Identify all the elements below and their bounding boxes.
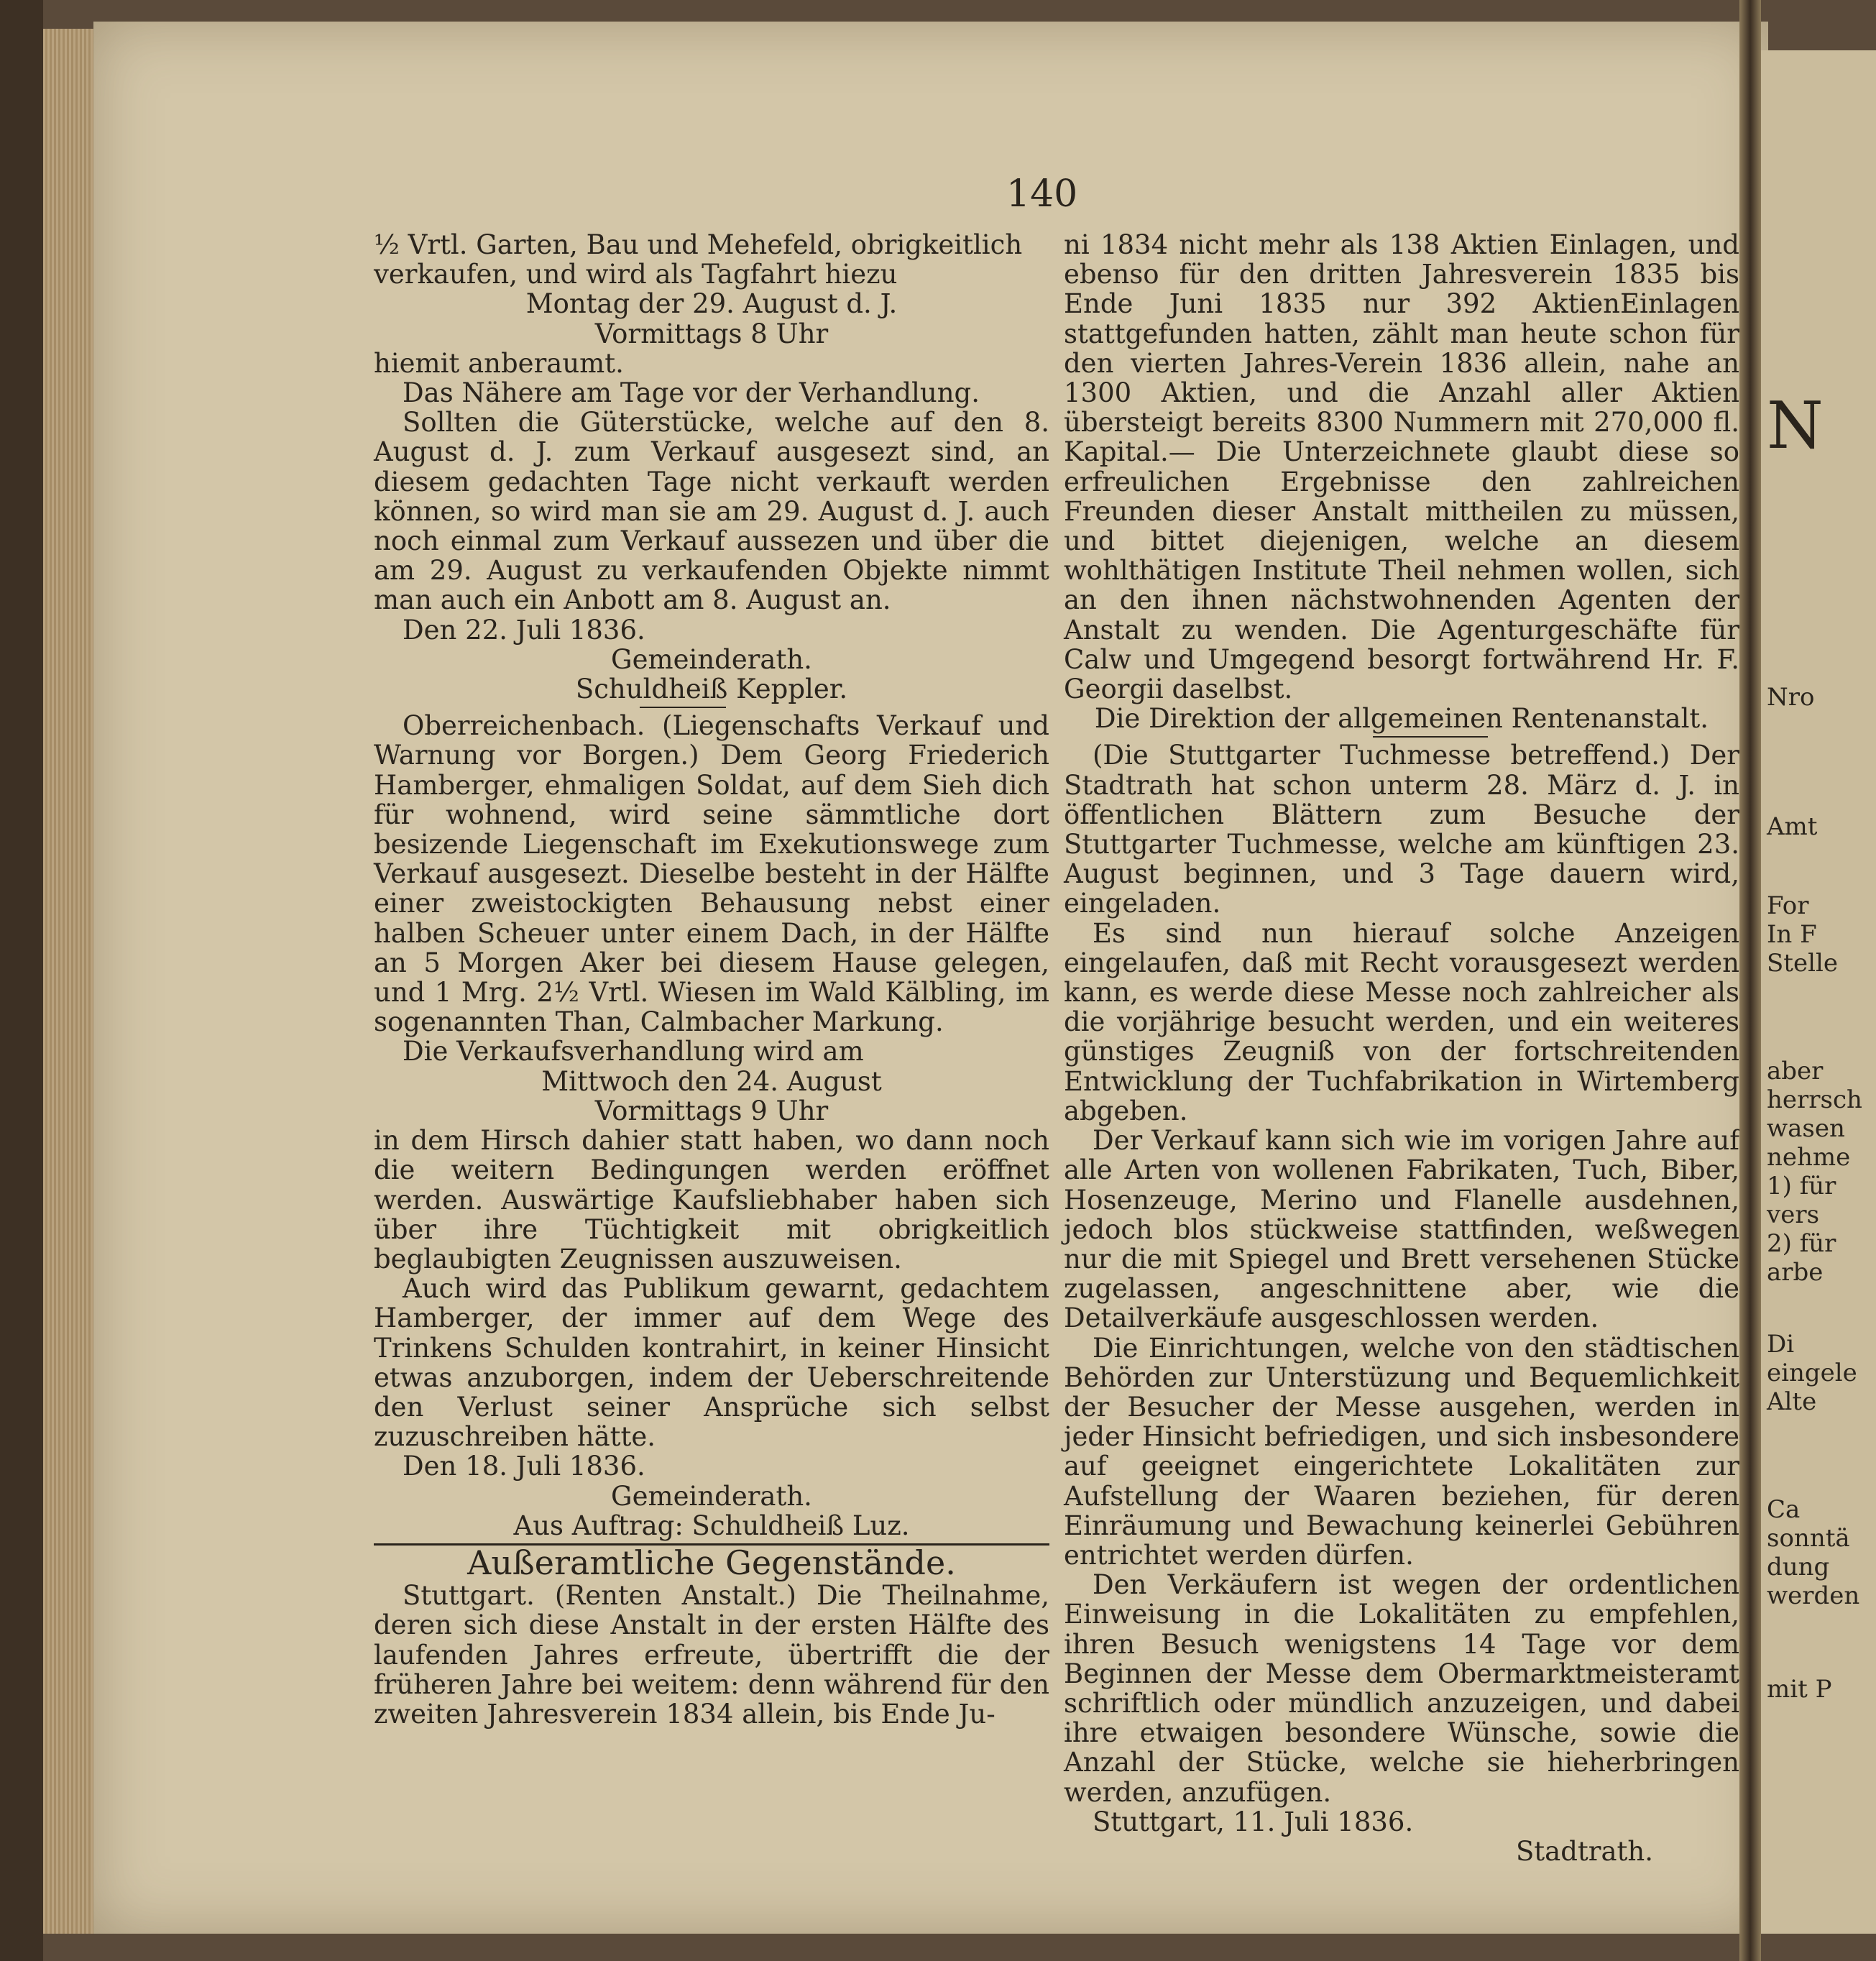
notice-paragraph: Stuttgart. (Renten Anstalt.) Die Theilnahme, deren sich diese Anstalt in der ersten Hälfte des laufenden Jahres erfreute, übertrifft die der früheren Jahre bei weitem: denn während für den zweiten Jahresverein 1834 allein, bis Ende Ju- bbox=[374, 1580, 1049, 1730]
auction-date: Montag der 29. August d. J. bbox=[525, 288, 898, 320]
notice-paragraph: (Die Stuttgarter Tuchmesse betreffend.) Der Stadtrath hat schon unterm 28. März d. J. in öffentlichen Blättern zum Besuche der Stuttgarter Tuchmesse, welche am künftigen 23. August beginnen, und 3 Tage dauern wird, eingeladen. bbox=[1064, 740, 1739, 919]
right-column bbox=[1064, 230, 1739, 1866]
next-page-fragment: 2) für bbox=[1767, 1229, 1836, 1258]
set-line: hiemit anberaumt. bbox=[374, 347, 624, 379]
next-page-fragment: vers bbox=[1767, 1200, 1820, 1229]
intro-line: ½ Vrtl. Garten, Bau und Mehefeld, obrigkeitlich bbox=[374, 229, 1023, 260]
signature-council: Gemeinderath. bbox=[611, 1480, 812, 1512]
page-stack-edge bbox=[43, 29, 101, 1934]
next-page-fragment: aber bbox=[1767, 1057, 1824, 1085]
left-column bbox=[374, 230, 1049, 1729]
next-page-fragment: sonntä bbox=[1767, 1524, 1850, 1553]
signature-council: Stadtrath. bbox=[1515, 1835, 1653, 1867]
next-page-fragment: 1) für bbox=[1767, 1172, 1836, 1200]
next-page bbox=[1761, 50, 1876, 1934]
next-page-fragment: dung bbox=[1767, 1553, 1830, 1581]
book-gutter bbox=[1739, 0, 1761, 1961]
next-page-fragment: mit P bbox=[1767, 1675, 1832, 1704]
signature-mayor: Aus Auftrag: Schuldheiß Luz. bbox=[513, 1510, 910, 1541]
notice-paragraph: Den Verkäufern ist wegen der ordentlichen Einweisung in die Lokalitäten zu empfehlen, ihren Besuch wenigstens 14 Tage vor dem Beginnen der Messe dem Obermarktmeisteramt schriftlich oder mündlich anzuzeigen, und dabei ihre etwaigen besondere Wünsche, sowie die Anzahl der Stücke, welche sie hieherbringen werden, anzufügen. bbox=[1064, 1569, 1739, 1808]
signature-mayor: Schuldheiß Keppler. bbox=[575, 674, 848, 705]
separator-rule bbox=[640, 707, 726, 708]
notice-paragraph: Es sind nun hierauf solche Anzeigen eingelaufen, daß mit Recht vorausgesezt werden kann, es werde diese Messe noch zahlreicher als die vorjährige besucht werden, und ein weiteres günstiges Zeugniß von der fortschreitenden Entwicklung der Tuchfabrikation in Wirtemberg abgeben. bbox=[1064, 917, 1739, 1126]
signature-council: Gemeinderath. bbox=[611, 643, 812, 675]
next-page-fragment: Amt bbox=[1767, 812, 1818, 841]
next-page-fragment: Di bbox=[1767, 1330, 1795, 1359]
notice-paragraph: Sollten die Güterstücke, welche auf den 8. August d. J. zum Verkauf ausgesezt sind, an diesem gedachten Tage nicht verkauft werden können, so wird man sie am 29. August d. J. auch noch einmal zum Verkauf aussezen und über die am 29. August zu verkaufenden Objekte nimmt man auch ein Anbott am 8. August an. bbox=[374, 407, 1049, 616]
next-page-fragment: arbe bbox=[1767, 1258, 1824, 1287]
details-line: Das Nähere am Tage vor der Verhandlung. bbox=[403, 377, 980, 409]
warning-paragraph: Auch wird das Publikum gewarnt, gedachtem Hamberger, der immer auf dem Wege des Trinkens Schulden kontrahirt, in keiner Hinsicht etwas anzuborgen, indem der Ueberschreitende den Verlust seiner Ansprüche sich selbst zuzuschreiben hätte. bbox=[374, 1273, 1049, 1453]
notice-date: Stuttgart, 11. Juli 1836. bbox=[1093, 1806, 1414, 1837]
section-title: Außeramtliche Gegenstände. bbox=[467, 1543, 956, 1582]
page-number: 140 bbox=[1006, 173, 1078, 216]
next-page-fragment: eingele bbox=[1767, 1359, 1857, 1387]
notice-date: Den 22. Juli 1836. bbox=[403, 614, 645, 646]
auction-time: Vormittags 8 Uhr bbox=[594, 318, 829, 349]
sale-line: Die Verkaufsverhandlung wird am bbox=[403, 1036, 864, 1067]
notice-paragraph: Oberreichenbach. (Liegenschafts Verkauf und Warnung vor Borgen.) Dem Georg Friederich Hamberger, ehmaligen Soldat, auf dem Sieh dich für wohnend, wird seine sämmtliche dort besizende Liegenschaft im Exekutionswege zum Verkauf ausgesezt. Dieselbe besteht in der Hälfte einer zweistockigten Behausung nebst einer halben Scheuer unter einem Dach, in der Hälfte an 5 Morgen Aker bei diesem Hause gelegen, und 1 Mrg. 2½ Vrtl. Wiesen im Wald Kälbling, im sogenannten Than, Calmbacher Markung. bbox=[374, 710, 1049, 1038]
book-spine bbox=[0, 0, 43, 1961]
auction-date: Mittwoch den 24. August bbox=[541, 1065, 882, 1097]
auction-time: Vormittags 9 Uhr bbox=[594, 1095, 829, 1126]
next-page-fragment: Stelle bbox=[1767, 949, 1838, 978]
next-page-fragment: herrsch bbox=[1767, 1085, 1862, 1114]
intro-line: verkaufen, und wird als Tagfahrt hiezu bbox=[374, 259, 898, 290]
notice-date: Den 18. Juli 1836. bbox=[403, 1451, 645, 1482]
signature-direction: Die Direktion der allgemeinen Rentenanstalt. bbox=[1094, 703, 1709, 735]
next-page-fragment: wasen bbox=[1767, 1114, 1845, 1143]
separator-rule bbox=[1373, 736, 1488, 738]
notice-paragraph: Der Verkauf kann sich wie im vorigen Jahre auf alle Arten von wollenen Fabrikaten, Tuch, Biber, Hosenzeuge, Merino und Flanelle ausdehnen, jedoch blos stückweise stattfinden, weßwegen nur die mit Spiegel und Brett versehenen Stücke zugelassen, angeschnittene aber, wie die Detailverkäufe ausgeschlossen werden. bbox=[1064, 1125, 1739, 1334]
next-page-fragment: N bbox=[1767, 388, 1824, 464]
notice-paragraph: in dem Hirsch dahier statt haben, wo dann noch die weitern Bedingungen werden eröffnet werden. Auswärtige Kaufsliebhaber haben sich über ihre Tüchtigkeit mit obrigkeitlich beglaubigten Zeugnissen auszuweisen. bbox=[374, 1125, 1049, 1275]
next-page-fragment: nehme bbox=[1767, 1143, 1851, 1172]
next-page-fragment: In F bbox=[1767, 920, 1817, 949]
next-page-fragment: Ca bbox=[1767, 1495, 1801, 1524]
notice-paragraph: Die Einrichtungen, welche von den städtischen Behörden zur Unterstüzung und Bequemlichkeit der Besucher der Messe ausgehen, werden in jeder Hinsicht befriedigen, und sich insbesondere auf geeignet eingerichtete Lokalitäten zur Aufstellung der Waaren beziehen, für deren Einräumung und Bewachung keinerlei Gebühren entrichtet werden dürfen. bbox=[1064, 1332, 1739, 1571]
next-page-fragment: Alte bbox=[1767, 1387, 1817, 1416]
next-page-fragment: werden bbox=[1767, 1581, 1860, 1610]
next-page-fragment: For bbox=[1767, 891, 1809, 920]
notice-paragraph: ni 1834 nicht mehr als 138 Aktien Einlagen, und ebenso für den dritten Jahresverein 1835 bis Ende Juni 1835 nur 392 AktienEinlagen stattgefunden hatten, zählt man heute schon für den vierten Jahres-Verein 1836 allein, nahe an 1300 Aktien, und die Anzahl aller Aktien übersteigt bereits 8300 Nummern mit 270,000 fl. Kapital.— Die Unterzeichnete glaubt diese so erfreulichen Ergebnisse den zahlreichen Freunden dieser Anstalt mittheilen zu müssen, und bittet diejenigen, welche an diesem wohlthätigen Institute Theil nehmen wollen, sich an den ihnen nächstwohnenden Agenten der Anstalt zu wenden. Die Agenturgeschäfte für Calw und Umgegend besorgt fortwährend Hr. F. Georgii daselbst. bbox=[1064, 229, 1739, 705]
next-page-fragment: Nro bbox=[1767, 683, 1815, 712]
